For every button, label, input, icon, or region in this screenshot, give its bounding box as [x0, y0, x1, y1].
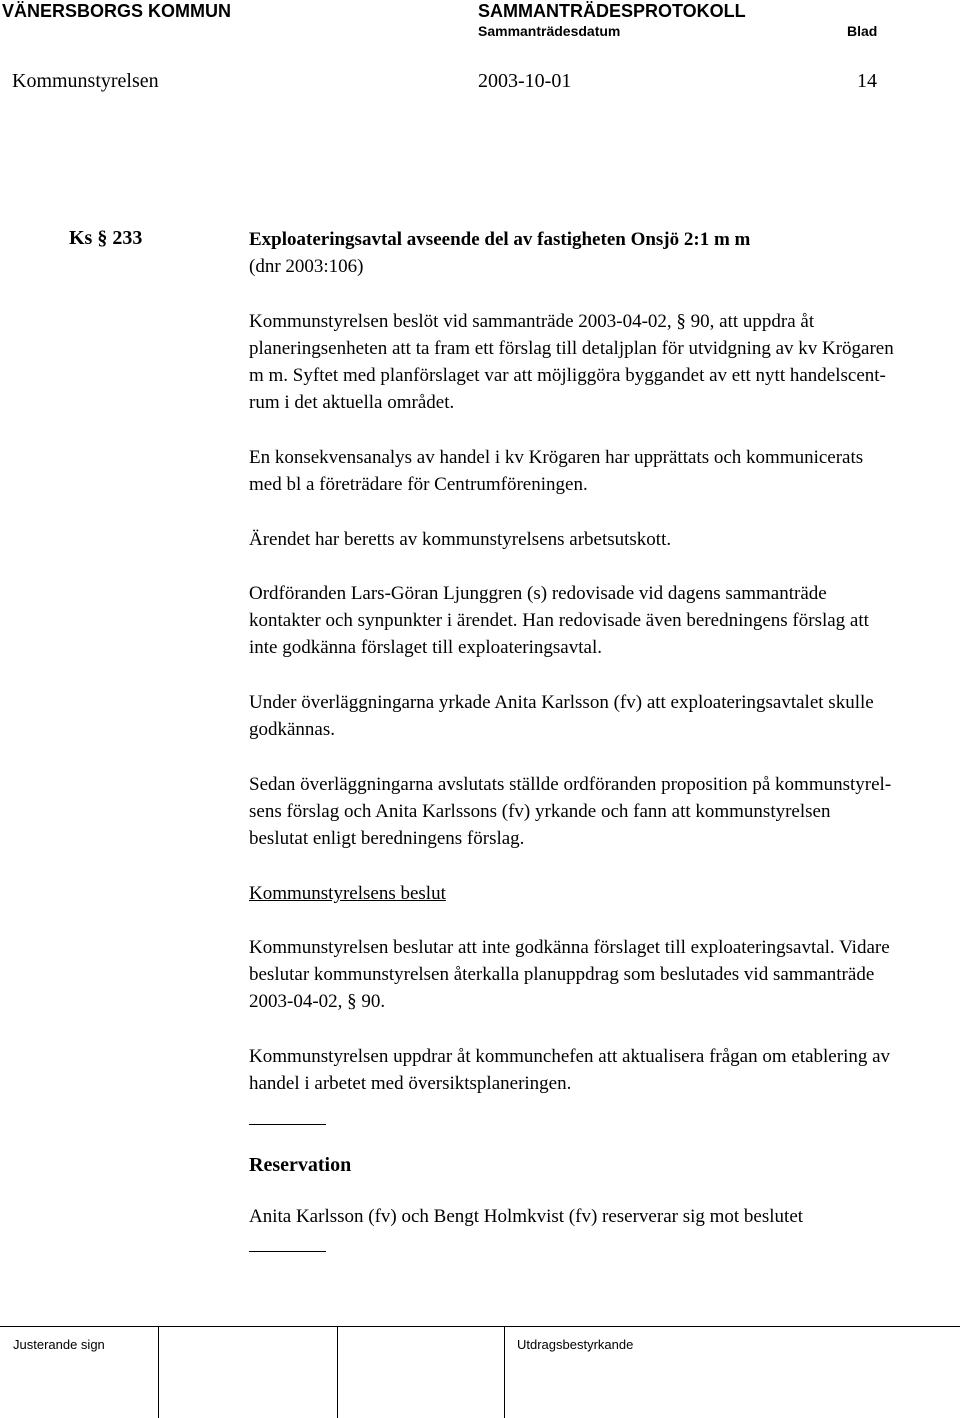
municipality-name: VÄNERSBORGS KOMMUN	[2, 1, 232, 21]
document-type: SAMMANTRÄDESPROTOKOLL	[478, 1, 746, 21]
footer-divider	[504, 1327, 505, 1418]
case-title-block	[249, 226, 949, 280]
decision-paragraph: Kommunstyrelsen beslutar att inte godkänna förslaget till exploateringsavtal. Vidare beslutar kommunstyrelsen återkalla planuppdrag som beslutades vid sammanträde 2003-04-02, § 90.	[249, 937, 890, 1012]
date-label: Sammanträdesdatum	[478, 23, 621, 39]
meeting-date: 2003-10-01	[478, 70, 572, 92]
extract-label: Utdragsbestyrkande	[517, 1337, 634, 1352]
signature-footer	[0, 1326, 960, 1418]
committee-name: Kommunstyrelsen	[12, 70, 159, 92]
case-title: Exploateringsavtal avseende del av fastigheten Onsjö 2:1 m m	[249, 229, 751, 250]
divider	[249, 1124, 326, 1125]
reservation-heading: Reservation	[249, 1154, 352, 1176]
paragraph: Under överläggningarna yrkade Anita Karlsson (fv) att exploateringsavtalet skulle godkännas.	[249, 692, 874, 740]
footer-divider	[337, 1327, 338, 1418]
paragraph: Ärendet har beretts av kommunstyrelsens arbetsutskott.	[249, 529, 672, 550]
paragraph: Sedan överläggningarna avslutats ställde ordföranden proposition på kommunstyrel- sens förslag och Anita Karlssons (fv) yrkande och fann att kommunstyrelsen beslutat enligt beredningens förslag.	[249, 774, 892, 849]
paragraph: Kommunstyrelsen beslöt vid sammanträde 2003-04-02, § 90, att uppdra åt planeringsenheten att ta fram ett förslag till detaljplan för utvidgning av kv Krögaren m m. Syftet med planförslaget var att möjliggöra byggandet av ett nytt handelscent- rum i det aktuella området.	[249, 311, 894, 413]
paragraph: Ordföranden Lars-Göran Ljunggren (s) redovisade vid dagens sammanträde kontakter och synpunkter i ärendet. Han redovisade även beredningens förslag att inte godkänna förslaget till exploateringsavtal.	[249, 583, 869, 658]
page-label: Blad	[847, 23, 878, 39]
decision-paragraph: Kommunstyrelsen uppdrar åt kommunchefen att aktualisera frågan om etablering av handel i arbetet med översiktsplaneringen.	[249, 1046, 891, 1094]
footer-divider	[158, 1327, 159, 1418]
reservation-text: Anita Karlsson (fv) och Bengt Holmkvist (fv) reserverar sig mot beslutet	[249, 1206, 804, 1227]
page-number: 14	[857, 70, 877, 92]
decision-heading: Kommunstyrelsens beslut	[249, 883, 446, 904]
paragraph: En konsekvensanalys av handel i kv Krögaren har upprättats och kommunicerats med bl a företrädare för Centrumföreningen.	[249, 447, 864, 495]
sign-label: Justerande sign	[13, 1337, 105, 1352]
divider	[249, 1251, 326, 1252]
case-number: Ks § 233	[69, 227, 143, 249]
case-reference: (dnr 2003:106)	[249, 256, 364, 277]
